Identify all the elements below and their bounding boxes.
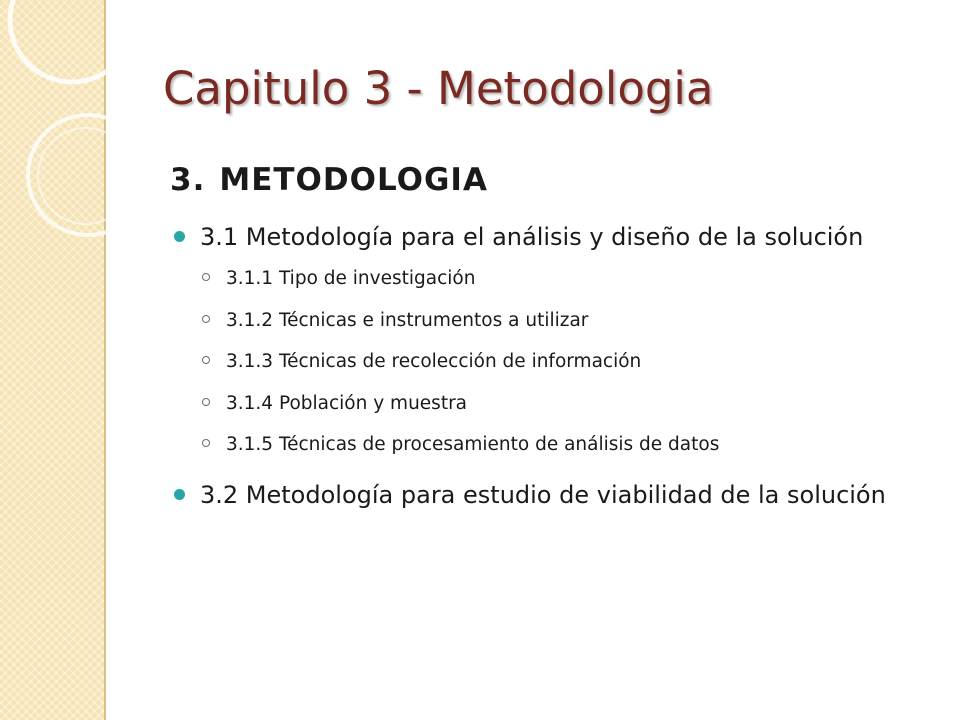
hollow-circle-bullet-icon bbox=[202, 315, 210, 323]
list-item-3-1 bbox=[168, 218, 928, 256]
hollow-circle-bullet-icon bbox=[202, 273, 210, 281]
sublist-3-1 bbox=[168, 268, 928, 456]
hollow-circle-bullet-icon bbox=[202, 398, 210, 406]
list-item-3-1-4 bbox=[168, 393, 928, 415]
list-item-label: 3.2 Metodología para estudio de viabilidad de la solución bbox=[200, 480, 886, 509]
hollow-circle-bullet-icon bbox=[202, 439, 210, 447]
heading-text: METODOLOGIA bbox=[219, 162, 488, 198]
heading-number: 3. bbox=[170, 162, 206, 198]
filled-circle-bullet-icon bbox=[174, 231, 185, 242]
filled-circle-bullet-icon bbox=[174, 489, 185, 500]
slide-content bbox=[168, 162, 928, 526]
list-item-3-2 bbox=[168, 476, 928, 514]
decorative-circles-icon bbox=[0, 0, 140, 260]
section-heading bbox=[170, 162, 928, 198]
sub-item-label: 3.1.3 Técnicas de recolección de información bbox=[226, 351, 642, 372]
sub-item-label: 3.1.5 Técnicas de procesamiento de análisis de datos bbox=[226, 434, 720, 455]
slide-title: Capitulo 3 - Metodologia bbox=[163, 62, 714, 115]
list-item-3-1-2 bbox=[168, 310, 928, 332]
sub-item-label: 3.1.4 Población y muestra bbox=[226, 392, 468, 414]
list-item-3-1-5 bbox=[168, 434, 928, 456]
hollow-circle-bullet-icon bbox=[202, 356, 210, 364]
sub-item-label: 3.1.1 Tipo de investigación bbox=[226, 268, 476, 289]
sub-item-label: 3.1.2 Técnicas e instrumentos a utilizar bbox=[226, 309, 589, 331]
list-item-label: 3.1 Metodología para el análisis y diseño de la solución bbox=[200, 223, 864, 251]
list-item-3-1-3 bbox=[168, 351, 928, 373]
list-item-3-1-1 bbox=[168, 268, 928, 290]
